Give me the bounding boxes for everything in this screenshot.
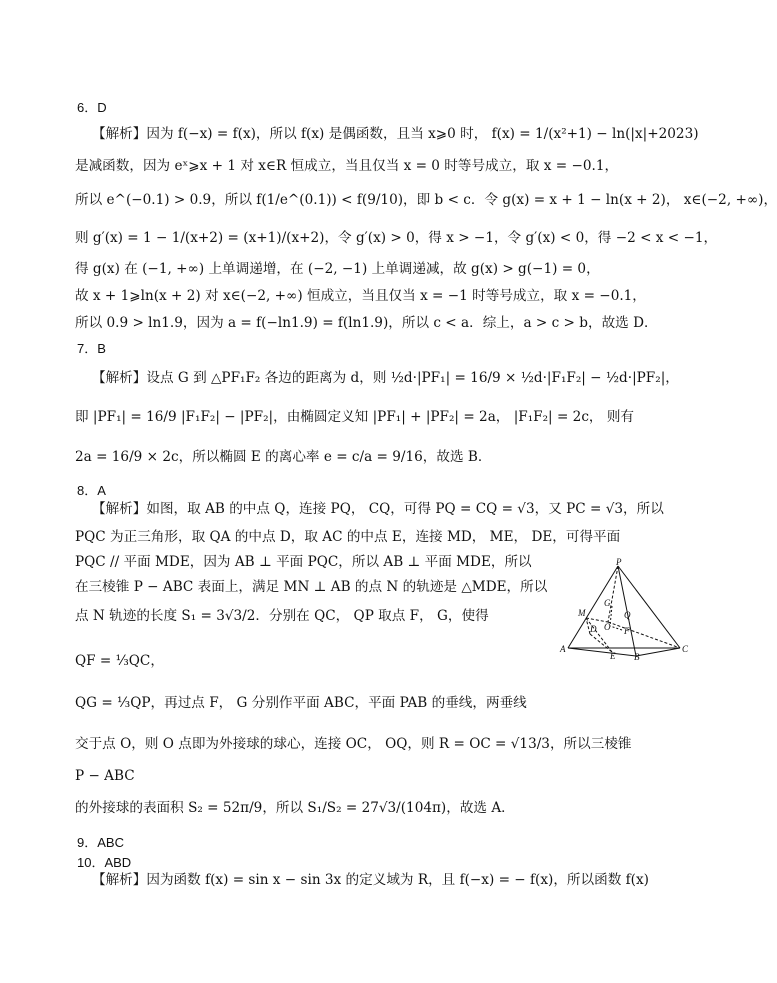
figure-label: B [634,652,640,662]
question-number: 8．A [77,483,106,498]
analysis-line: 在三棱锥 P − ABC 表面上，满足 MN ⊥ AB 的点 N 的轨迹是 △MDE，所以 [75,579,548,595]
figure-label: F [624,626,630,636]
figure-label: O [604,622,611,632]
figure-label: E [610,651,616,661]
figure-label: Q [624,610,631,620]
question-number: 10．ABD [77,855,132,870]
analysis-line: 所以 0.9 > ln1.9，因为 a = f(−ln1.9) = f(ln1.9)，所以 c < a．综上，a > c > b，故选 D． [75,315,658,331]
figure-label: D [590,624,597,634]
analysis-line: PQC // 平面 MDE，因为 AB ⊥ 平面 PQC，所以 AB ⊥ 平面 MDE，所以 [75,554,532,570]
analysis-line: 点 N 轨迹的长度 S₁ = 3√3/2．分别在 QC， QP 取点 F， G，使得 [75,608,489,624]
analysis-line: 【解析】因为函数 f(x) = sin x − sin 3x 的定义域为 R，且 f(−x) = − f(x)，所以函数 f(x) [92,872,649,888]
figure-label: C [682,644,689,654]
figure-label: M [578,608,586,618]
analysis-line: 【解析】设点 G 到 △PF₁F₂ 各边的距离为 d，则 ½d·|PF₁| = 16/9 × ½d·|F₁F₂| − ½d·|PF₂|， [92,370,679,386]
analysis-line: 交于点 O，则 O 点即为外接球的球心，连接 OC， OQ，则 R = OC = √13/3，所以三棱锥 [75,736,632,752]
question-number: 6．D [77,100,107,115]
analysis-line: 是减函数，因为 eˣ⩾x + 1 对 x∈R 恒成立，当且仅当 x = 0 时等号成立，取 x = −0.1， [75,158,619,174]
analysis-line: 则 g′(x) = 1 − 1/(x+2) = (x+1)/(x+2)，令 g′(x) > 0，得 x > −1，令 g′(x) < 0，得 −2 < x < −1， [75,230,718,246]
analysis-line: QF = ⅓QC， [75,653,164,669]
analysis-line: P − ABC [75,768,135,784]
tetrahedron-figure [560,557,690,662]
analysis-line: PQC 为正三角形，取 QA 的中点 D，取 AC 的中点 E，连接 MD， ME， DE，可得平面 [75,529,621,545]
analysis-line: 2a = 16/9 × 2c，所以椭圆 E 的离心率 e = c/a = 9/16，故选 B． [75,449,492,465]
figure-label: A [560,644,566,654]
figure-label: P [616,557,622,567]
analysis-line: 得 g(x) 在 (−1, +∞) 上单调递增，在 (−2, −1) 上单调递减，故 g(x) > g(−1) = 0， [75,261,600,277]
figure-label: G [604,598,611,608]
analysis-line: 【解析】因为 f(−x) = f(x)，所以 f(x) 是偶函数，且当 x⩾0 时， f(x) = 1/(x²+1) − ln(|x|+2023) [92,126,699,142]
analysis-line: 所以 e^(−0.1) > 0.9，所以 f(1/e^(0.1)) < f(9/10)，即 b < c．令 g(x) = x + 1 − ln(x + 2)， x∈(−2, +∞)， [75,192,777,208]
analysis-line: 故 x + 1⩾ln(x + 2) 对 x∈(−2, +∞) 恒成立，当且仅当 x = −1 时等号成立，取 x = −0.1， [75,288,646,304]
analysis-line: QG = ⅓QP，再过点 F， G 分别作平面 ABC，平面 PAB 的垂线，两垂线 [75,695,527,711]
question-number: 7．B [77,341,106,356]
analysis-line: 【解析】如图，取 AB 的中点 Q，连接 PQ， CQ，可得 PQ = CQ = √3，又 PC = √3，所以 [92,501,664,517]
analysis-line: 的外接球的表面积 S₂ = 52π/9，所以 S₁/S₂ = 27√3/(104π)，故选 A． [75,800,515,816]
question-number: 9．ABC [77,835,124,850]
analysis-line: 即 |PF₁| = 16/9 |F₁F₂| − |PF₂|，由椭圆定义知 |PF₁| + |PF₂| = 2a， |F₁F₂| = 2c， 则有 [75,409,635,425]
